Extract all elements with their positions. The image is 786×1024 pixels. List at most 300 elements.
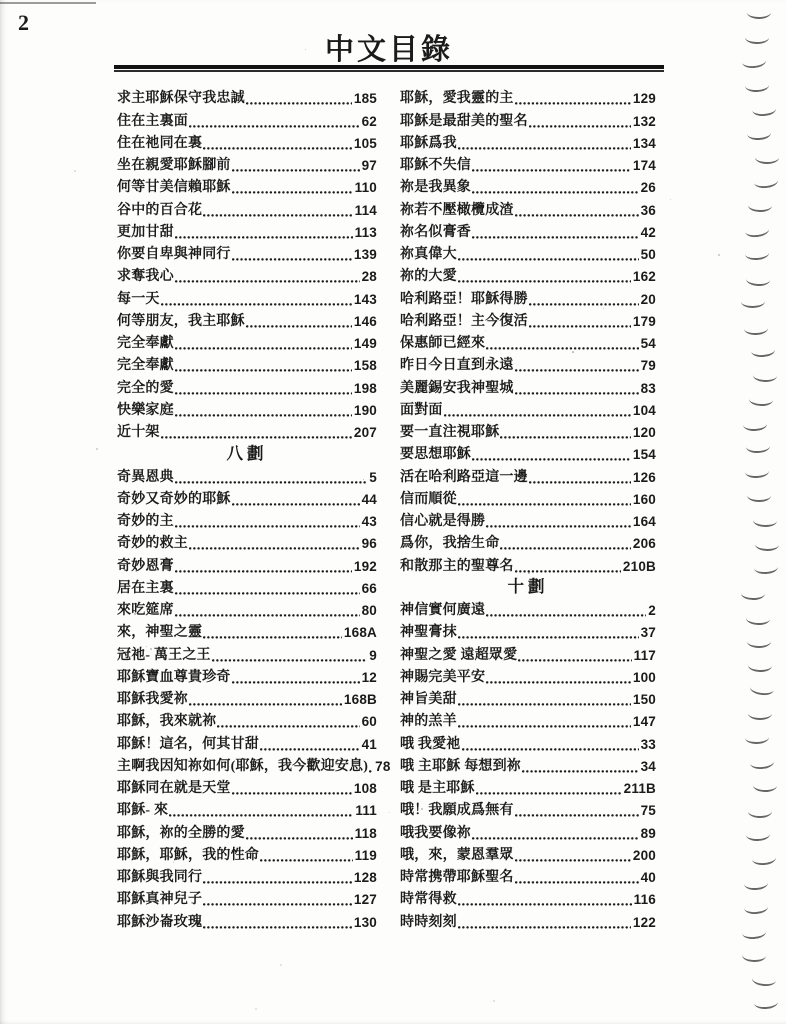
page-title: 中文目錄 bbox=[324, 34, 453, 66]
toc-entry bbox=[117, 621, 377, 643]
entry-title: 要一直注視耶穌 bbox=[400, 425, 500, 440]
entry-page-ref: 105 bbox=[353, 135, 377, 151]
scan-speck bbox=[569, 192, 571, 194]
toc-entry bbox=[400, 510, 656, 532]
entry-page-ref: 160 bbox=[632, 491, 656, 507]
entry-page-ref: 190 bbox=[353, 402, 377, 418]
dot-leader bbox=[161, 434, 352, 439]
coil-mark bbox=[745, 79, 770, 93]
dot-leader bbox=[246, 100, 352, 105]
toc-entry bbox=[117, 666, 377, 688]
entry-title: 何等甘美信賴耶穌 bbox=[117, 180, 231, 196]
dot-leader bbox=[203, 879, 352, 884]
coil-mark bbox=[742, 925, 767, 940]
toc-column-left bbox=[117, 87, 391, 933]
entry-title: 和散那主的聖尊名 bbox=[400, 558, 514, 574]
dot-leader bbox=[189, 545, 360, 550]
coil-mark bbox=[744, 246, 769, 261]
coil-mark bbox=[741, 949, 765, 963]
entry-page-ref: 41 bbox=[361, 736, 377, 752]
dot-leader bbox=[175, 367, 352, 372]
coil-mark bbox=[744, 876, 769, 890]
entry-title: 快樂家庭 bbox=[117, 402, 174, 418]
toc-entry bbox=[117, 265, 377, 287]
entry-page-ref: 147 bbox=[632, 714, 656, 730]
entry-title: 哦 我愛祂 bbox=[400, 736, 461, 752]
entry-title: 爲你，我捨生命 bbox=[400, 536, 500, 552]
entry-page-ref: 100 bbox=[632, 669, 656, 685]
entry-title: 耶穌，耶穌，我的性命 bbox=[117, 847, 259, 863]
entry-page-ref: 192 bbox=[353, 558, 377, 574]
entry-title: 奇妙的主 bbox=[117, 514, 174, 529]
scan-speck bbox=[493, 1000, 495, 1002]
dot-leader bbox=[518, 657, 631, 662]
entry-page-ref: 83 bbox=[640, 380, 656, 396]
toc-entry bbox=[117, 109, 377, 131]
section-header bbox=[117, 443, 377, 465]
entry-title: 耶穌不失信 bbox=[400, 158, 471, 173]
dot-leader bbox=[472, 234, 639, 239]
entry-page-ref: 119 bbox=[354, 847, 377, 863]
dot-leader bbox=[232, 501, 360, 506]
dot-leader bbox=[472, 456, 631, 461]
dot-leader bbox=[232, 790, 352, 795]
entry-title: 祢是我異象 bbox=[400, 180, 471, 196]
entry-title: 每一天 bbox=[117, 291, 160, 307]
dot-leader bbox=[515, 812, 639, 817]
toc-column-right bbox=[400, 87, 656, 933]
scan-speck bbox=[255, 1008, 257, 1010]
entry-page-ref: 118 bbox=[354, 825, 377, 841]
entry-page-ref: 78 bbox=[375, 758, 391, 774]
toc-entry bbox=[400, 154, 656, 176]
toc-entry bbox=[400, 710, 656, 732]
toc-entry bbox=[400, 688, 656, 710]
dot-leader bbox=[175, 590, 360, 595]
coil-mark bbox=[747, 198, 771, 211]
entry-title: 神聖膏抹 bbox=[400, 625, 457, 641]
entry-page-ref: 117 bbox=[633, 647, 656, 663]
dot-leader bbox=[486, 345, 638, 350]
entry-page-ref: 129 bbox=[632, 91, 656, 107]
entry-page-ref: 139 bbox=[353, 247, 377, 262]
entry-title: 哦我要像祢 bbox=[400, 825, 471, 841]
dot-leader bbox=[175, 479, 367, 484]
scan-speck bbox=[150, 648, 152, 650]
toc-entry bbox=[117, 376, 377, 398]
entry-title: 神聖之愛 遠超眾愛 bbox=[400, 647, 518, 663]
toc-entry bbox=[117, 866, 377, 888]
entry-page-ref: 211B bbox=[623, 781, 656, 796]
coil-mark bbox=[741, 587, 765, 600]
scan-speck bbox=[74, 170, 76, 172]
entry-page-ref: 120 bbox=[632, 425, 656, 440]
coil-mark bbox=[753, 779, 777, 792]
entry-page-ref: 200 bbox=[632, 847, 656, 863]
entry-title: 耶穌，祢的全勝的愛 bbox=[117, 825, 245, 841]
dot-leader bbox=[458, 501, 631, 506]
dot-leader bbox=[472, 189, 639, 194]
entry-page-ref: 198 bbox=[353, 380, 377, 396]
entry-title: 祢若不壓橄欖成渣 bbox=[400, 202, 514, 218]
entry-title: 昨日今日直到永遠 bbox=[400, 358, 514, 374]
entry-title: 耶穌同在就是天堂 bbox=[117, 781, 231, 796]
entry-page-ref: 162 bbox=[632, 269, 656, 285]
entry-page-ref: 210B bbox=[622, 558, 656, 574]
toc-entry bbox=[117, 821, 377, 843]
entry-title: 哦！我願成爲無有 bbox=[400, 803, 514, 819]
entry-page-ref: 154 bbox=[632, 447, 656, 463]
dot-leader bbox=[529, 301, 639, 306]
dot-leader bbox=[212, 657, 368, 662]
coil-mark bbox=[753, 513, 777, 527]
coil-mark bbox=[743, 418, 768, 432]
coil-mark bbox=[751, 343, 776, 358]
scan-speck bbox=[465, 873, 466, 874]
scan-speck bbox=[431, 817, 432, 818]
dot-leader bbox=[515, 857, 631, 862]
toc-entry bbox=[400, 532, 656, 554]
toc-entry bbox=[117, 332, 377, 354]
entry-title: 信心就是得勝 bbox=[400, 514, 486, 529]
dot-leader bbox=[260, 746, 360, 751]
dot-leader bbox=[458, 924, 631, 929]
scan-speck bbox=[572, 351, 574, 353]
toc-entry bbox=[400, 888, 656, 910]
entry-page-ref: 132 bbox=[632, 113, 656, 129]
toc-entry bbox=[117, 910, 377, 932]
toc-entry bbox=[400, 465, 656, 487]
coil-mark bbox=[754, 174, 779, 190]
entry-title: 奇異恩典 bbox=[117, 469, 174, 485]
toc-entry bbox=[117, 421, 377, 443]
entry-title: 奇妙又奇妙的耶穌 bbox=[117, 491, 231, 507]
dot-leader bbox=[486, 679, 631, 684]
dot-leader bbox=[500, 434, 630, 439]
dot-leader bbox=[189, 701, 342, 706]
coil-mark bbox=[754, 996, 779, 1011]
coil-mark bbox=[747, 6, 771, 19]
entry-page-ref: 54 bbox=[640, 336, 656, 351]
entry-title: 耶穌寶血尊貴珍奇 bbox=[117, 669, 231, 685]
dot-leader bbox=[476, 790, 622, 795]
coil-mark bbox=[752, 102, 777, 117]
dot-leader bbox=[515, 212, 639, 217]
entry-page-ref: 111 bbox=[355, 803, 377, 819]
entry-title: 完全奉獻 bbox=[117, 336, 174, 351]
coil-mark bbox=[752, 369, 776, 383]
entry-page-ref: 185 bbox=[353, 91, 377, 107]
toc-entry bbox=[400, 421, 656, 443]
entry-title: 完全的愛 bbox=[117, 380, 174, 396]
scan-speck bbox=[485, 330, 486, 331]
toc-entry bbox=[117, 577, 377, 599]
toc-entry bbox=[117, 643, 377, 665]
toc-entry bbox=[400, 910, 656, 932]
coil-mark bbox=[741, 295, 765, 309]
scan-edge-artifact bbox=[0, 2, 96, 4]
entry-page-ref: 104 bbox=[632, 402, 656, 418]
toc-entry bbox=[117, 777, 377, 799]
scan-speck bbox=[718, 254, 720, 256]
toc-entry bbox=[117, 198, 377, 220]
dot-leader bbox=[175, 390, 352, 395]
dot-leader bbox=[189, 123, 360, 128]
entry-page-ref: 149 bbox=[353, 336, 377, 351]
entry-page-ref: 79 bbox=[640, 358, 656, 374]
entry-page-ref: 89 bbox=[640, 825, 656, 841]
entry-title: 來吃筵席 bbox=[117, 603, 174, 618]
coil-mark bbox=[745, 223, 770, 239]
dot-leader bbox=[458, 701, 631, 706]
entry-title: 時常携帶耶穌聖名 bbox=[400, 870, 514, 885]
entry-title: 神旨美甜 bbox=[400, 692, 457, 707]
section-header bbox=[400, 577, 656, 599]
toc-entry bbox=[117, 399, 377, 421]
entry-title: 面對面 bbox=[400, 402, 443, 418]
dot-leader bbox=[472, 835, 639, 840]
entry-title: 坐在親愛耶穌腳前 bbox=[117, 158, 231, 173]
entry-page-ref: 122 bbox=[632, 914, 656, 930]
coil-mark bbox=[751, 972, 776, 987]
toc-entry bbox=[400, 265, 656, 287]
toc-entry bbox=[400, 777, 656, 799]
dot-leader bbox=[529, 123, 631, 128]
dot-leader bbox=[175, 612, 360, 617]
toc-entry bbox=[117, 488, 377, 510]
entry-page-ref: 50 bbox=[640, 247, 656, 262]
dot-leader bbox=[260, 857, 353, 862]
coil-mark bbox=[747, 659, 771, 673]
entry-page-ref: 33 bbox=[640, 736, 656, 752]
entry-title: 耶穌與我同行 bbox=[117, 870, 203, 885]
entry-title: 求主耶穌保守我忠誠 bbox=[117, 91, 245, 107]
entry-title: 住在祂同在裏 bbox=[117, 135, 203, 151]
toc-entry bbox=[117, 176, 377, 198]
dot-leader bbox=[232, 189, 353, 194]
coil-mark bbox=[745, 464, 770, 478]
toc-entry bbox=[117, 465, 377, 487]
entry-page-ref: 12 bbox=[361, 669, 377, 685]
scan-speck bbox=[650, 386, 651, 387]
coil-mark bbox=[752, 851, 777, 866]
entry-title: 哦 主耶穌 每想到祢 bbox=[400, 758, 521, 774]
dot-leader bbox=[203, 924, 352, 929]
section-header-label: 十劃 bbox=[507, 577, 549, 597]
entry-title: 哦 是主耶穌 bbox=[400, 781, 475, 796]
toc-entry bbox=[117, 132, 377, 154]
toc-entry bbox=[117, 510, 377, 532]
toc-entry bbox=[400, 198, 656, 220]
toc-entry bbox=[400, 109, 656, 131]
coil-mark bbox=[743, 321, 767, 335]
toc-entry bbox=[400, 732, 656, 754]
toc-entry bbox=[117, 710, 377, 732]
dot-leader bbox=[458, 634, 639, 639]
entry-page-ref: 207 bbox=[353, 425, 377, 440]
dot-leader bbox=[515, 390, 639, 395]
entry-page-ref: 40 bbox=[640, 870, 656, 885]
entry-title: 耶穌！這名，何其甘甜 bbox=[117, 736, 259, 752]
toc-entry bbox=[400, 821, 656, 843]
entry-page-ref: 127 bbox=[353, 892, 377, 908]
entry-page-ref: 34 bbox=[640, 758, 656, 774]
dot-leader bbox=[175, 345, 352, 350]
entry-page-ref: 5 bbox=[369, 469, 377, 485]
dot-leader bbox=[529, 323, 631, 328]
coil-mark bbox=[743, 900, 768, 915]
toc-entry bbox=[117, 732, 377, 754]
entry-page-ref: 108 bbox=[353, 781, 377, 796]
toc-entry bbox=[117, 221, 377, 243]
dot-leader bbox=[472, 167, 631, 172]
dot-leader bbox=[458, 145, 631, 150]
entry-page-ref: 42 bbox=[640, 224, 656, 240]
title-divider-rule bbox=[114, 65, 664, 72]
section-header-label: 八劃 bbox=[226, 443, 268, 463]
toc-entry bbox=[400, 243, 656, 265]
entry-title: 祢真偉大 bbox=[400, 247, 457, 262]
toc-entry bbox=[117, 243, 377, 265]
toc-entry bbox=[117, 354, 377, 376]
entry-page-ref: 2 bbox=[648, 603, 656, 618]
dot-leader bbox=[458, 256, 639, 261]
dot-leader bbox=[175, 568, 352, 573]
entry-title: 神賜完美平安 bbox=[400, 669, 486, 685]
entry-title: 要思想耶穌 bbox=[400, 447, 471, 463]
dot-leader bbox=[500, 545, 630, 550]
entry-title: 祢名似膏香 bbox=[400, 224, 471, 240]
entry-page-ref: 206 bbox=[632, 536, 656, 552]
entry-title: 耶穌我愛祢 bbox=[117, 692, 188, 707]
dot-leader bbox=[522, 768, 639, 773]
dot-leader bbox=[203, 145, 352, 150]
entry-title: 住在主裏面 bbox=[117, 113, 188, 129]
entry-title: 信而順從 bbox=[400, 491, 457, 507]
coil-mark bbox=[742, 54, 767, 69]
entry-page-ref: 168A bbox=[343, 625, 377, 641]
entry-page-ref: 43 bbox=[361, 514, 377, 529]
dot-leader bbox=[458, 278, 631, 283]
toc-entry bbox=[400, 643, 656, 665]
entry-page-ref: 179 bbox=[632, 313, 656, 329]
scan-speck bbox=[421, 808, 423, 810]
dot-leader bbox=[458, 901, 632, 906]
toc-entry bbox=[400, 132, 656, 154]
coil-mark bbox=[747, 635, 771, 648]
entry-page-ref: 143 bbox=[353, 291, 377, 307]
dot-leader bbox=[175, 234, 353, 239]
entry-title: 耶穌，愛我靈的主 bbox=[400, 91, 514, 107]
toc-entry bbox=[400, 866, 656, 888]
toc-entry bbox=[400, 799, 656, 821]
toc-entry bbox=[117, 554, 377, 576]
coil-mark bbox=[746, 611, 771, 625]
entry-title: 冠祂- 萬王之王 bbox=[117, 647, 211, 663]
scan-speck bbox=[96, 448, 98, 450]
toc-entry bbox=[117, 755, 391, 777]
entry-page-ref: 20 bbox=[640, 291, 656, 307]
entry-title: 奇妙恩膏 bbox=[117, 558, 174, 574]
entry-page-ref: 80 bbox=[361, 603, 377, 618]
entry-page-ref: 110 bbox=[354, 180, 377, 196]
dot-leader bbox=[175, 523, 360, 528]
entry-title: 主啊我因知祢如何(耶穌，我今歡迎安息) bbox=[117, 758, 369, 774]
coil-mark bbox=[754, 561, 779, 575]
coil-mark bbox=[755, 151, 779, 164]
toc-entry bbox=[400, 755, 656, 777]
dot-leader bbox=[246, 323, 352, 328]
entry-page-ref: 146 bbox=[353, 313, 377, 329]
dot-leader bbox=[515, 879, 639, 884]
entry-title: 美麗錫安我神聖城 bbox=[400, 380, 514, 396]
toc-entry bbox=[117, 287, 377, 309]
entry-title: 居在主裏 bbox=[117, 580, 174, 596]
entry-title: 完全奉獻 bbox=[117, 358, 174, 374]
dot-leader bbox=[169, 812, 353, 817]
entry-title: 耶穌是最甜美的聖名 bbox=[400, 113, 528, 129]
entry-title: 耶穌真神兒子 bbox=[117, 892, 203, 908]
entry-page-ref: 97 bbox=[361, 158, 377, 173]
dot-leader bbox=[203, 901, 352, 906]
coil-mark bbox=[746, 272, 771, 286]
entry-title: 近十架 bbox=[117, 425, 160, 440]
entry-page-ref: 150 bbox=[632, 692, 656, 707]
toc-entry bbox=[400, 287, 656, 309]
entry-title: 谷中的百合花 bbox=[117, 202, 203, 218]
toc-entry bbox=[400, 376, 656, 398]
dot-leader bbox=[369, 768, 373, 773]
dot-leader bbox=[246, 835, 353, 840]
coil-mark bbox=[745, 31, 769, 44]
scan-speck bbox=[280, 964, 282, 966]
entry-page-ref: 28 bbox=[361, 269, 377, 285]
dot-leader bbox=[515, 100, 631, 105]
entry-page-ref: 126 bbox=[632, 469, 656, 485]
entry-title: 更加甘甜 bbox=[117, 224, 174, 240]
entry-page-ref: 37 bbox=[640, 625, 656, 641]
scan-speck bbox=[670, 199, 671, 200]
toc-entry bbox=[400, 399, 656, 421]
coil-mark bbox=[750, 681, 775, 697]
dot-leader bbox=[232, 167, 360, 172]
dot-leader bbox=[203, 634, 342, 639]
entry-title: 你要自卑與神同行 bbox=[117, 247, 231, 262]
toc-entry bbox=[400, 332, 656, 354]
entry-title: 奇妙的救主 bbox=[117, 536, 188, 552]
coil-mark bbox=[746, 126, 771, 140]
coil-mark bbox=[748, 805, 772, 818]
toc-entry bbox=[117, 799, 377, 821]
dot-leader bbox=[458, 723, 631, 728]
entry-page-ref: 158 bbox=[353, 358, 377, 374]
entry-page-ref: 134 bbox=[632, 135, 656, 151]
coil-mark bbox=[748, 706, 772, 719]
entry-page-ref: 26 bbox=[640, 180, 656, 196]
entry-page-ref: 116 bbox=[633, 892, 656, 908]
dot-leader bbox=[444, 412, 631, 417]
toc-entry bbox=[400, 87, 656, 109]
coil-mark bbox=[746, 440, 771, 454]
entry-page-ref: 174 bbox=[632, 158, 656, 173]
toc-entry bbox=[400, 666, 656, 688]
entry-page-ref: 60 bbox=[361, 714, 377, 730]
toc-entry bbox=[400, 599, 656, 621]
entry-title: 來，神聖之靈 bbox=[117, 625, 203, 641]
entry-title: 祢的大愛 bbox=[400, 269, 457, 285]
coil-mark bbox=[749, 393, 774, 407]
entry-title: 何等朋友，我主耶穌 bbox=[117, 313, 245, 329]
